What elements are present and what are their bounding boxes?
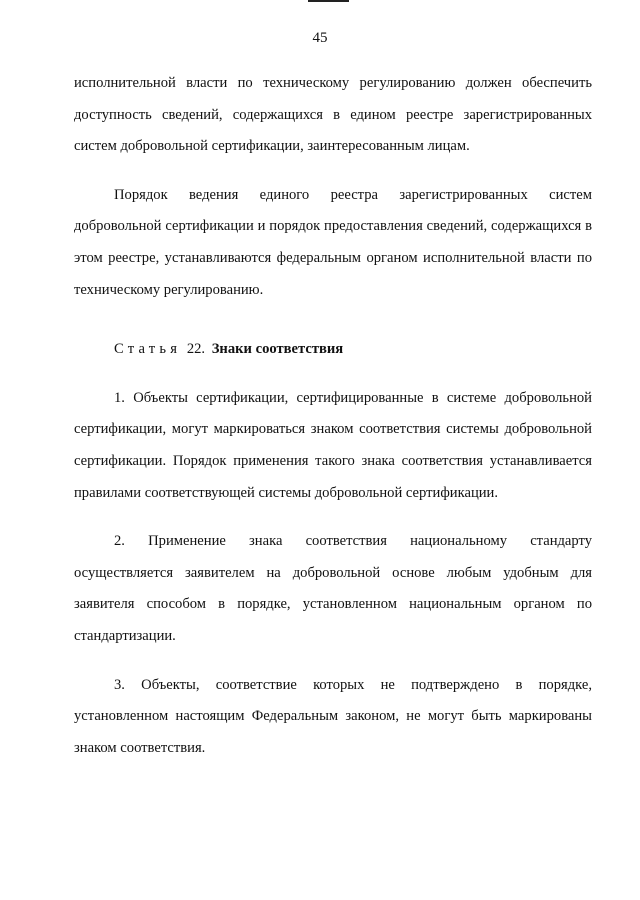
article-label: Статья (114, 341, 182, 358)
page-body (74, 68, 592, 764)
article-paragraph-1: 1. Объекты сертификации, сертифицированные в системе добровольной сертификации, могут маркироваться знаком соответствия системы добровольной сертификации. Порядок применения такого знака соответствия устанавливается правилами соответствующей системы добровольной сертификации. (74, 389, 592, 501)
article-heading (114, 334, 592, 366)
article-paragraph-2: 2. Применение знака соответствия национальному стандарту осуществляется заявителем на добровольной основе любым удобным для заявителя способом в порядке, установленном национальным органом по стандартизации. (74, 533, 592, 644)
paragraph-registry-order: Порядок ведения единого реестра зарегистрированных систем добровольной сертификации и порядок предоставления сведений, содержащихся в этом реестре, устанавливаются федеральным органом исполнительной власти по техническому регулированию. (74, 186, 592, 298)
article-number: 22. (186, 341, 206, 358)
article-title: Знаки соответствия (211, 341, 344, 358)
paragraph-continued: исполнительной власти по техническому регулированию должен обеспечить доступность сведений, содержащихся в едином реестре зарегистрированных систем добровольной сертификации, заинтересованным лицам. (74, 75, 592, 155)
top-rule (308, 0, 349, 2)
page-number: 45 (312, 30, 328, 46)
article-paragraph-3: 3. Объекты, соответствие которых не подтверждено в порядке, установленном настоящим Федеральным законом, не могут быть маркированы знаком соответствия. (74, 676, 592, 756)
